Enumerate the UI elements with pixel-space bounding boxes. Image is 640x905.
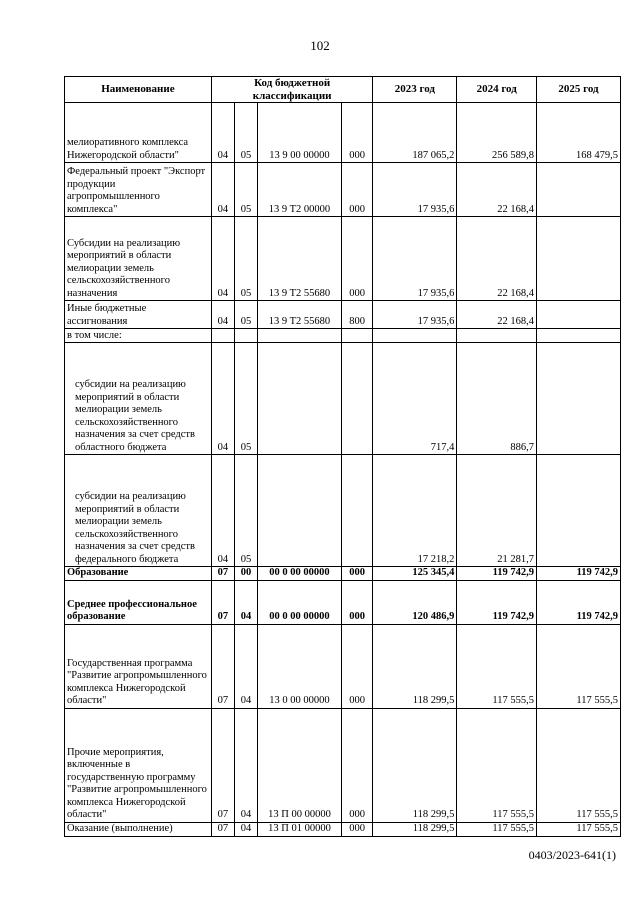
- value-2023: [373, 329, 457, 343]
- code-subsection: [234, 329, 257, 343]
- value-2024: 21 281,7: [457, 455, 537, 567]
- code-target: 13 9 T2 55680: [258, 301, 342, 329]
- code-target: [258, 343, 342, 455]
- document-id: 0403/2023-641(1): [528, 848, 616, 862]
- code-target: 13 П 01 00000: [258, 822, 342, 836]
- value-2025: 117 555,5: [537, 708, 621, 822]
- value-2025: [537, 343, 621, 455]
- value-2024: 886,7: [457, 343, 537, 455]
- table-row: [65, 301, 621, 329]
- code-expense-type: [341, 455, 372, 567]
- code-expense-type: 000: [341, 217, 372, 301]
- code-subsection: 05: [234, 301, 257, 329]
- code-expense-type: 000: [341, 567, 372, 581]
- row-name: субсидии на реализацию мероприятий в области мелиорации земель сельскохозяйственного назначения за счет средств федерального бюджета: [65, 455, 212, 567]
- value-2023: 17 935,6: [373, 301, 457, 329]
- table-row: [65, 624, 621, 708]
- code-subsection: 05: [234, 217, 257, 301]
- code-target: 00 0 00 00000: [258, 567, 342, 581]
- code-subsection: 04: [234, 822, 257, 836]
- value-2023: 17 935,6: [373, 163, 457, 217]
- row-name: Субсидии на реализацию мероприятий в области мелиорации земель сельскохозяйственного назначения: [65, 217, 212, 301]
- row-name: мелиоративного комплекса Нижегородской области": [65, 103, 212, 163]
- code-section: 04: [211, 301, 234, 329]
- value-2023: 17 935,6: [373, 217, 457, 301]
- value-2025: 168 479,5: [537, 103, 621, 163]
- page-number: 102: [310, 38, 330, 53]
- value-2024: [457, 329, 537, 343]
- code-subsection: 04: [234, 624, 257, 708]
- code-subsection: 05: [234, 455, 257, 567]
- value-2023: 17 218,2: [373, 455, 457, 567]
- value-2024: 256 589,8: [457, 103, 537, 163]
- value-2025: [537, 329, 621, 343]
- code-expense-type: [341, 343, 372, 455]
- code-subsection: 05: [234, 343, 257, 455]
- row-name: Государственная программа "Развитие агропромышленного комплекса Нижегородской области": [65, 624, 212, 708]
- code-target: 13 9 00 00000: [258, 103, 342, 163]
- code-section: 07: [211, 708, 234, 822]
- value-2024: 117 555,5: [457, 708, 537, 822]
- table-row: [65, 329, 621, 343]
- code-subsection: 04: [234, 708, 257, 822]
- table-row: [65, 708, 621, 822]
- header-2025: 2025 год: [537, 77, 621, 103]
- code-expense-type: 000: [341, 624, 372, 708]
- code-target: [258, 455, 342, 567]
- table-row: [65, 822, 621, 836]
- header-2024: 2024 год: [457, 77, 537, 103]
- table-row: [65, 103, 621, 163]
- code-section: [211, 329, 234, 343]
- code-target: 13 9 T2 55680: [258, 217, 342, 301]
- row-name: Прочие мероприятия, включенные в государственную программу "Развитие агропромышленного комплекса Нижегородской области": [65, 708, 212, 822]
- value-2025: 117 555,5: [537, 624, 621, 708]
- value-2025: 119 742,9: [537, 567, 621, 581]
- table-row: [65, 343, 621, 455]
- value-2023: 118 299,5: [373, 822, 457, 836]
- header-2023: 2023 год: [373, 77, 457, 103]
- code-section: 07: [211, 580, 234, 624]
- row-name: в том числе:: [65, 329, 212, 343]
- value-2023: 118 299,5: [373, 624, 457, 708]
- code-section: 04: [211, 103, 234, 163]
- code-section: 04: [211, 455, 234, 567]
- code-expense-type: 800: [341, 301, 372, 329]
- value-2025: [537, 217, 621, 301]
- code-section: 07: [211, 624, 234, 708]
- row-name: Федеральный проект "Экспорт продукции агропромышленного комплекса": [65, 163, 212, 217]
- value-2023: 717,4: [373, 343, 457, 455]
- value-2024: 22 168,4: [457, 163, 537, 217]
- table-header-row: [65, 77, 621, 103]
- table-row: [65, 455, 621, 567]
- table-row: [65, 580, 621, 624]
- table-body: [65, 103, 621, 837]
- code-expense-type: [341, 329, 372, 343]
- code-subsection: 05: [234, 103, 257, 163]
- code-target: 13 9 T2 00000: [258, 163, 342, 217]
- value-2023: 118 299,5: [373, 708, 457, 822]
- row-name: Оказание (выполнение): [65, 822, 212, 836]
- value-2025: [537, 455, 621, 567]
- value-2024: 117 555,5: [457, 624, 537, 708]
- code-section: 07: [211, 822, 234, 836]
- row-name: Иные бюджетные ассигнования: [65, 301, 212, 329]
- value-2023: 187 065,2: [373, 103, 457, 163]
- code-expense-type: 000: [341, 103, 372, 163]
- table-row: [65, 567, 621, 581]
- table-row: [65, 217, 621, 301]
- code-expense-type: 000: [341, 163, 372, 217]
- table-row: [65, 163, 621, 217]
- value-2025: [537, 301, 621, 329]
- row-name: Среднее профессиональное образование: [65, 580, 212, 624]
- code-section: 04: [211, 343, 234, 455]
- code-subsection: 05: [234, 163, 257, 217]
- value-2023: 125 345,4: [373, 567, 457, 581]
- code-expense-type: 000: [341, 580, 372, 624]
- code-subsection: 04: [234, 580, 257, 624]
- code-target: 13 П 00 00000: [258, 708, 342, 822]
- value-2025: [537, 163, 621, 217]
- row-name: Образование: [65, 567, 212, 581]
- value-2025: 117 555,5: [537, 822, 621, 836]
- value-2023: 120 486,9: [373, 580, 457, 624]
- code-target: 13 0 00 00000: [258, 624, 342, 708]
- code-target: 00 0 00 00000: [258, 580, 342, 624]
- code-section: 04: [211, 163, 234, 217]
- code-target: [258, 329, 342, 343]
- budget-table: [64, 76, 621, 837]
- value-2024: 119 742,9: [457, 580, 537, 624]
- value-2024: 119 742,9: [457, 567, 537, 581]
- code-expense-type: 000: [341, 708, 372, 822]
- value-2024: 22 168,4: [457, 301, 537, 329]
- value-2024: 22 168,4: [457, 217, 537, 301]
- value-2025: 119 742,9: [537, 580, 621, 624]
- code-subsection: 00: [234, 567, 257, 581]
- row-name: субсидии на реализацию мероприятий в области мелиорации земель сельскохозяйственного назначения за счет средств областного бюджета: [65, 343, 212, 455]
- value-2024: 117 555,5: [457, 822, 537, 836]
- header-name: Наименование: [65, 77, 212, 103]
- code-section: 07: [211, 567, 234, 581]
- header-code: Код бюджетной классификации: [211, 77, 373, 103]
- code-section: 04: [211, 217, 234, 301]
- code-expense-type: 000: [341, 822, 372, 836]
